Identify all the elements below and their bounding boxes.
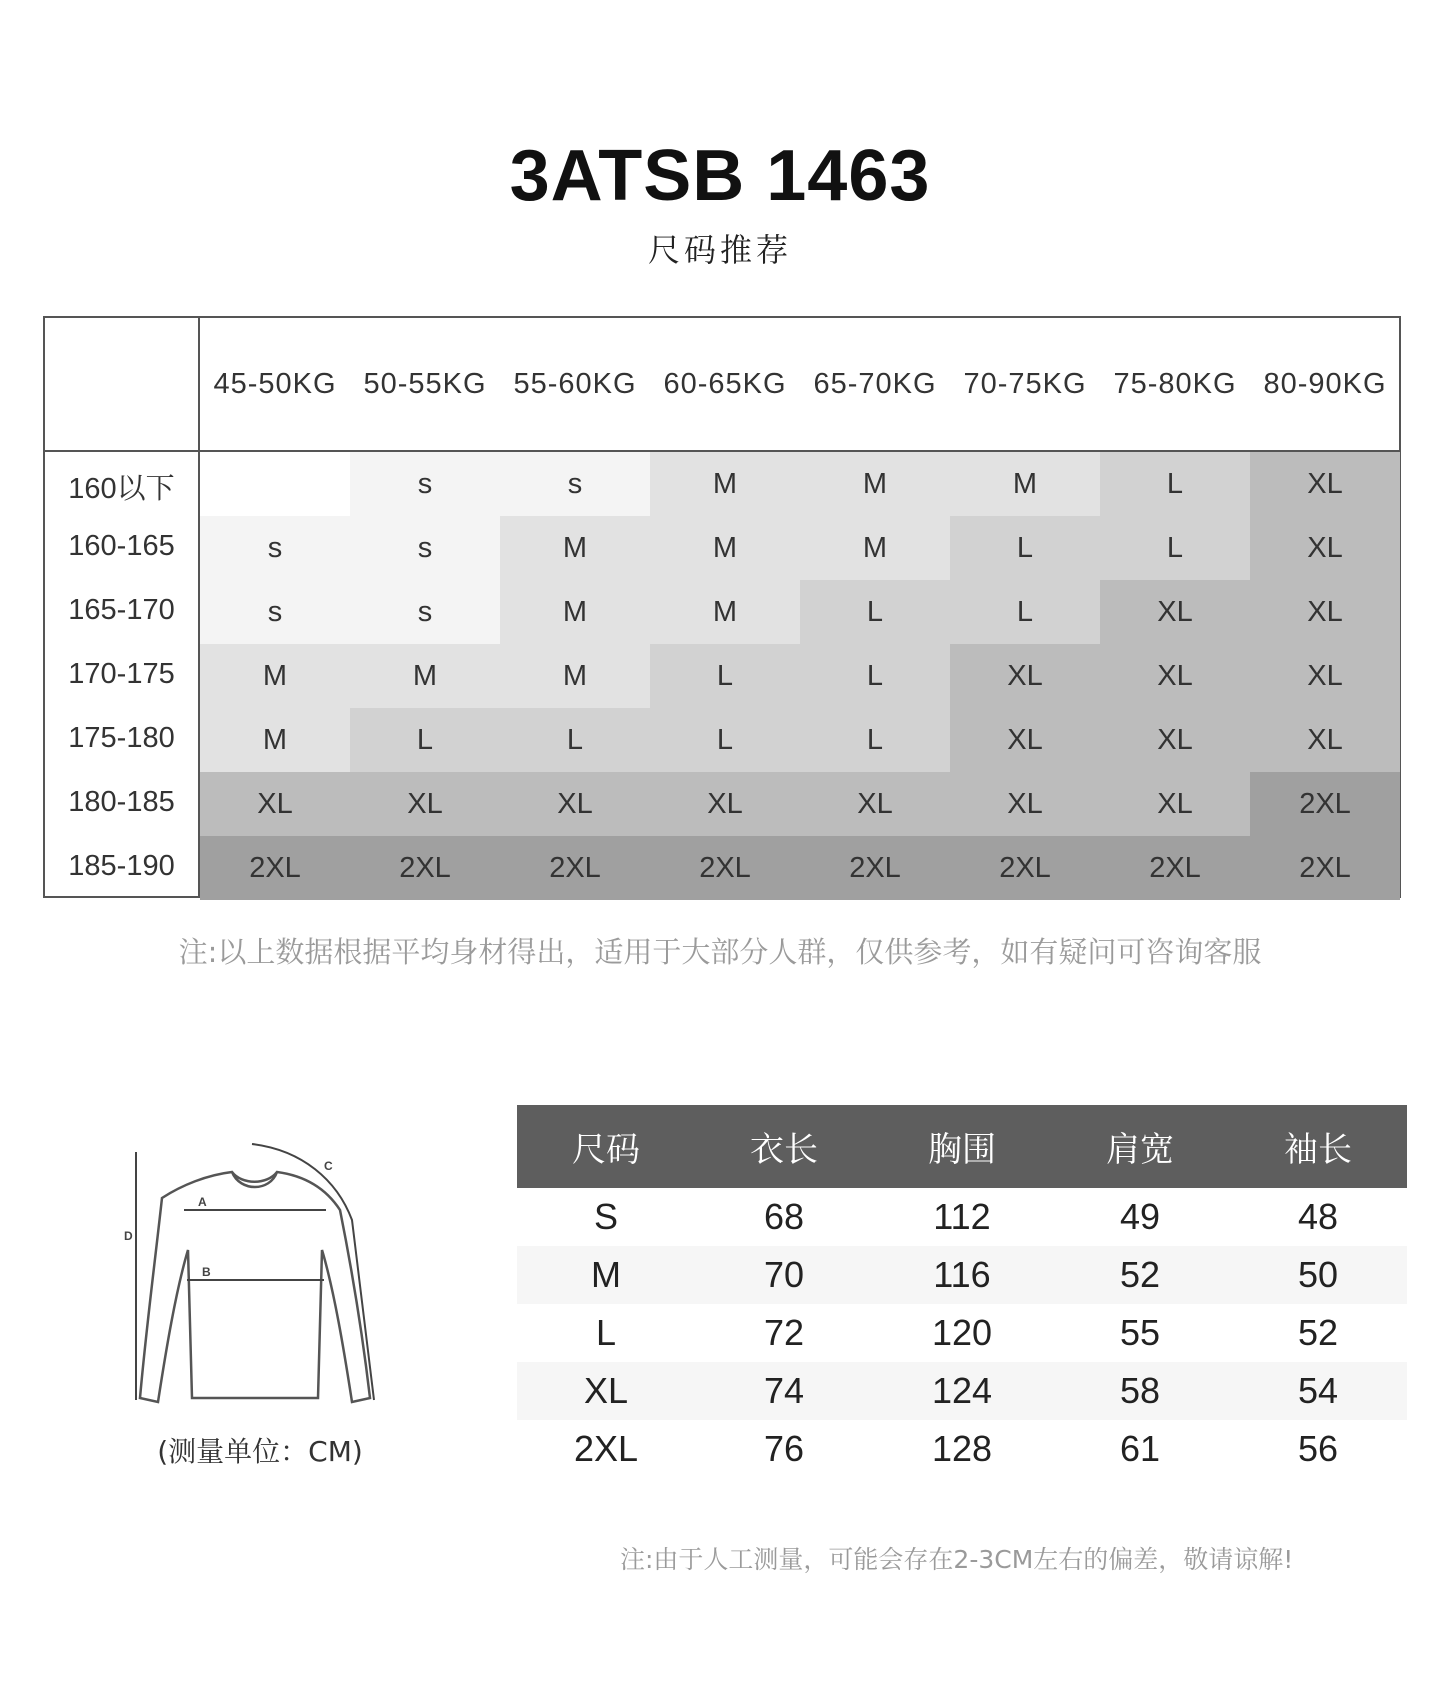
measure-cell: 55 — [1119, 1312, 1161, 1353]
weight-header-4: 65-70KG — [813, 368, 937, 400]
weight-header-6: 75-80KG — [1113, 368, 1237, 400]
table-row — [517, 1246, 1407, 1304]
size-cell: 2XL — [1100, 836, 1250, 900]
size-cell: XL — [200, 772, 350, 836]
page-subtitle: 尺码推荐 — [647, 231, 792, 269]
measure-cell: L — [595, 1312, 617, 1353]
measure-cell: 112 — [933, 1196, 991, 1237]
size-cell: 2XL — [1250, 772, 1400, 836]
label-b: B — [202, 1265, 211, 1279]
size-cell: M — [200, 708, 350, 772]
corner-cell — [45, 318, 198, 450]
weight-header-5: 70-75KG — [963, 368, 1087, 400]
size-cell: XL — [1250, 708, 1400, 772]
size-cell: L — [650, 708, 800, 772]
size-cell: XL — [1100, 644, 1250, 708]
size-cell: M — [500, 580, 650, 644]
size-cell: XL — [950, 772, 1100, 836]
weight-header-3: 60-65KG — [663, 368, 787, 400]
size-cell: L — [350, 708, 500, 772]
size-cell — [200, 452, 350, 516]
measure-cell: 124 — [931, 1370, 993, 1411]
size-cell: M — [200, 644, 350, 708]
size-cell: XL — [1250, 644, 1400, 708]
measure-cell: 2XL — [573, 1428, 639, 1469]
size-cell: M — [650, 452, 800, 516]
size-cell: XL — [1100, 580, 1250, 644]
height-label-2: 165-170 — [68, 594, 175, 626]
size-cell: 2XL — [650, 836, 800, 900]
weight-header-1: 50-55KG — [363, 368, 487, 400]
size-cell: XL — [350, 772, 500, 836]
size-cell: L — [650, 644, 800, 708]
size-cell: s — [350, 580, 500, 644]
measure-cell: 48 — [1297, 1196, 1339, 1237]
size-cell: XL — [800, 772, 950, 836]
measure-header-3: 肩宽 — [1106, 1130, 1174, 1170]
size-cell: XL — [1250, 516, 1400, 580]
measurement-note: 注:由于人工测量，可能会存在2-3CM左右的偏差，敬请谅解! — [620, 1545, 1294, 1574]
table-row — [517, 1304, 1407, 1362]
size-cell: XL — [1250, 452, 1400, 516]
table-row — [517, 1362, 1407, 1420]
table-row — [517, 1420, 1407, 1478]
measure-cell: 68 — [763, 1196, 805, 1237]
height-label-1: 160-165 — [68, 530, 175, 562]
measure-cell: 50 — [1297, 1254, 1339, 1295]
size-cell: s — [500, 452, 650, 516]
height-label-5: 180-185 — [68, 786, 175, 818]
size-cell: M — [350, 644, 500, 708]
measurement-table — [517, 1105, 1407, 1478]
size-cell: 2XL — [950, 836, 1100, 900]
measure-cell: 61 — [1119, 1428, 1161, 1469]
size-cell: M — [650, 516, 800, 580]
size-cell: 2XL — [1250, 836, 1400, 900]
size-cell: 2XL — [350, 836, 500, 900]
measure-cell: 70 — [763, 1254, 805, 1295]
measure-header-1: 衣长 — [750, 1130, 818, 1170]
height-label-0: 160以下 — [68, 473, 175, 505]
measure-cell: 120 — [931, 1312, 993, 1353]
measure-cell: 52 — [1297, 1312, 1339, 1353]
size-cell: XL — [950, 644, 1100, 708]
measure-cell: 76 — [763, 1428, 805, 1469]
size-cell: 2XL — [200, 836, 350, 900]
measure-cell: S — [593, 1196, 618, 1237]
label-c: C — [324, 1159, 333, 1173]
measure-cell: 58 — [1119, 1370, 1161, 1411]
size-cell: 2XL — [500, 836, 650, 900]
weight-header-0: 45-50KG — [213, 368, 337, 400]
measure-cell: XL — [583, 1370, 629, 1411]
shirt-measure-diagram — [112, 1130, 387, 1415]
size-cell: XL — [1250, 580, 1400, 644]
size-cell: L — [950, 516, 1100, 580]
height-label-4: 175-180 — [68, 722, 175, 754]
size-cell: XL — [500, 772, 650, 836]
page-title: 3ATSB 1463 — [509, 136, 931, 216]
weight-header-row — [45, 318, 1399, 452]
size-cell: L — [1100, 452, 1250, 516]
size-cell: M — [650, 580, 800, 644]
measure-header-0: 尺码 — [572, 1130, 640, 1170]
size-cell: 2XL — [800, 836, 950, 900]
size-cell: XL — [950, 708, 1100, 772]
measure-cell: 52 — [1119, 1254, 1161, 1295]
size-cell: s — [200, 516, 350, 580]
measure-cell: M — [591, 1254, 621, 1295]
size-cell: L — [500, 708, 650, 772]
measure-cell: 54 — [1297, 1370, 1339, 1411]
height-label-6: 185-190 — [68, 850, 175, 882]
measure-cell: 72 — [763, 1312, 805, 1353]
size-cell: L — [1100, 516, 1250, 580]
size-cell: L — [800, 644, 950, 708]
size-cell: XL — [650, 772, 800, 836]
measurement-header — [517, 1105, 1407, 1188]
measure-cell: 116 — [933, 1254, 991, 1295]
measure-unit: (测量单位：CM) — [157, 1435, 363, 1468]
size-cell: L — [800, 580, 950, 644]
size-cell: M — [500, 644, 650, 708]
measure-header-2: 胸围 — [928, 1130, 996, 1170]
size-cell: s — [200, 580, 350, 644]
size-cell: s — [350, 516, 500, 580]
size-cell: M — [800, 516, 950, 580]
size-cell: s — [350, 452, 500, 516]
measurement-body — [517, 1188, 1407, 1478]
measure-cell: 74 — [763, 1370, 805, 1411]
size-cell: XL — [1100, 708, 1250, 772]
size-cell: M — [800, 452, 950, 516]
measure-header-4: 袖长 — [1284, 1130, 1352, 1170]
label-d: D — [124, 1229, 133, 1243]
measure-cell: 128 — [931, 1428, 993, 1469]
size-cell: L — [950, 580, 1100, 644]
recommendation-note: 注:以上数据根据平均身材得出，适用于大部分人群，仅供参考，如有疑问可咨询客服 — [178, 935, 1262, 969]
measure-cell: 49 — [1119, 1196, 1161, 1237]
weight-header-2: 55-60KG — [513, 368, 637, 400]
height-label-3: 170-175 — [68, 658, 175, 690]
size-cell: M — [500, 516, 650, 580]
measure-cell: 56 — [1297, 1428, 1339, 1469]
size-cell: XL — [1100, 772, 1250, 836]
size-recommendation-table — [43, 316, 1401, 898]
table-row — [517, 1188, 1407, 1246]
size-cell: M — [950, 452, 1100, 516]
size-cell: L — [800, 708, 950, 772]
label-a: A — [198, 1195, 207, 1209]
weight-header-7: 80-90KG — [1263, 368, 1387, 400]
shirt-collar — [232, 1172, 277, 1187]
shirt-outline — [140, 1172, 370, 1402]
